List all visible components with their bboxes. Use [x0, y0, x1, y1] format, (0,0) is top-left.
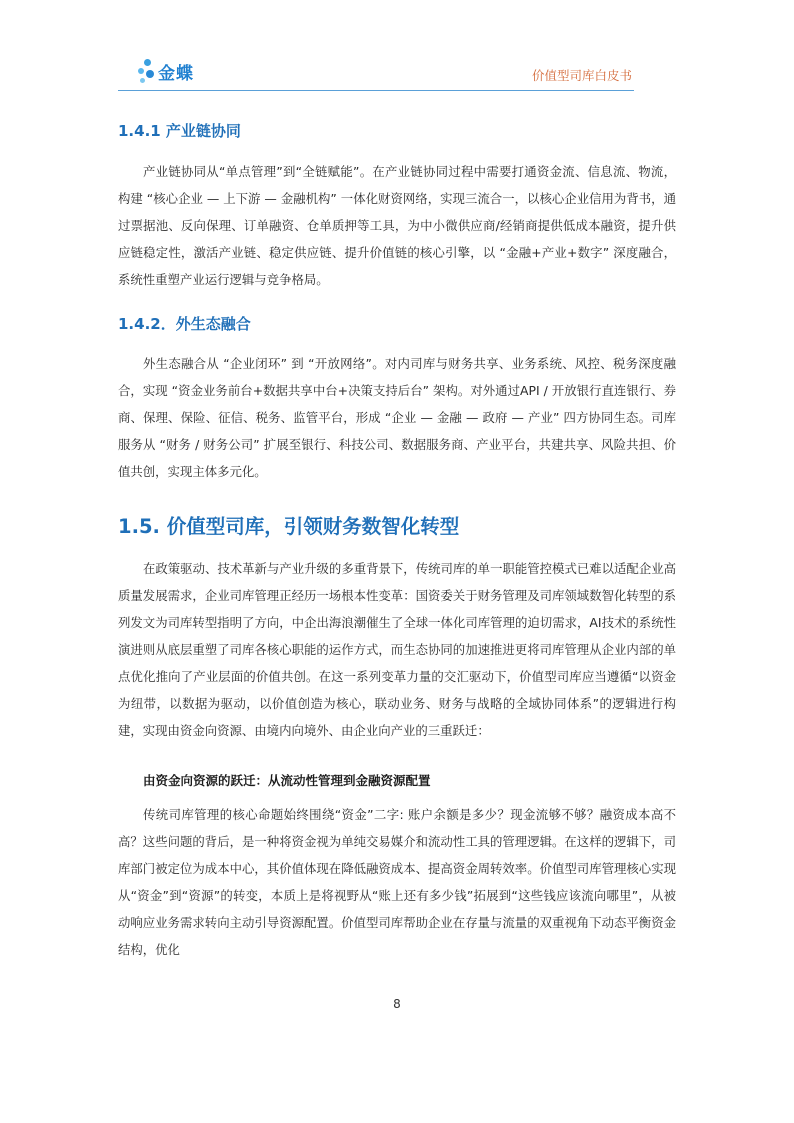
- page-number: 8: [393, 997, 401, 1011]
- section-body-1-4-2: 外生态融合从 “企业闭环” 到 “开放网络”。对内司库与财务共享、业务系统、风控、税务深度融合，实现 “资金业务前台+数据共享中台+决策支持后台” 架构。对外通过API / 开放银行直连银行、券商、保理、保险、征信、税务、监管平台，形成 “企业 — 金融 — 政府 — 产业” 四方协同生态。司库服务从 “财务 / 财务公司” 扩展至银行、科技公司、数据服务商、产业平台，共建共享、风险共担、价值共创，实现主体多元化。: [118, 356, 676, 479]
- section-body-1-5: 在政策驱动、技术革新与产业升级的多重背景下，传统司库的单一职能管控模式已难以适配企业高质量发展需求，企业司库管理正经历一场根本性变革：国资委关于财务管理及司库领域数智化转型的系列发文为司库转型指明了方向，中企出海浪潮催生了全球一体化司库管理的迫切需求，AI技术的系统性演进则从底层重塑了司库各核心职能的运作方式，而生态协同的加速推进更将司库管理从企业内部的单点优化推向了产业层面的价值共创。在这一系列变革力量的交汇驱动下，价值型司库应当遵循“以资金为纽带，以数据为驱动，以价值创造为核心，联动业务、财务与战略的全域协同体系”的逻辑进行构建，实现由资金向资源、由境内向境外、由企业向产业的三重跃迁：: [118, 561, 676, 738]
- page-header: [118, 52, 634, 91]
- document-title: 价值型司库白皮书: [531, 68, 632, 83]
- kingdee-logo: [138, 58, 228, 88]
- subsection-body: 传统司库管理的核心命题始终围绕“资金”二字: 账户余额是多少？现金流够不够？融资成本高不高？这些问题的背后，是一种将资金视为单纯交易媒介和流动性工具的管理逻辑。在这样的逻辑下，司库部门被定位为成本中心，其价值体现在降低融资成本、提高资金周转效率。价值型司库管理核心实现从“资金”到“资源”的转变，本质上是将视野从“账上还有多少钱”拓展到“这些钱应该流向哪里”，从被动响应业务需求转向主动引导资源配置。价值型司库帮助企业在存量与流量的双重视角下动态平衡资金结构，优化: [118, 807, 676, 957]
- section-heading-1-4-1: 1.4.1 产业链协同: [118, 122, 241, 140]
- section-body-1-4-1: 产业链协同从“单点管理”到“全链赋能”。在产业链协同过程中需要打通资金流、信息流、物流，构建 “核心企业 — 上下游 — 金融机构” 一体化财资网络，实现三流合一，以核心企业信用为背书，通过票据池、反向保理、订单融资、仓单质押等工具，为中小微供应商/经销商提供低成本融资，提升供应链稳定性，激活产业链、稳定供应链、提升价值链的核心引擎，以 “金融+产业+数字” 深度融合，系统性重塑产业运行逻辑与竞争格局。: [118, 164, 676, 287]
- section-heading-1-4-2: 1.4.2．外生态融合: [118, 315, 251, 333]
- logo-text: 金蝶: [158, 64, 194, 84]
- subsection-heading: 由资金向资源的跃迁：从流动性管理到金融资源配置: [143, 773, 431, 788]
- section-heading-1-5: 1.5. 价值型司库，引领财务数智化转型: [118, 515, 460, 538]
- logo-dots-icon: [138, 58, 160, 86]
